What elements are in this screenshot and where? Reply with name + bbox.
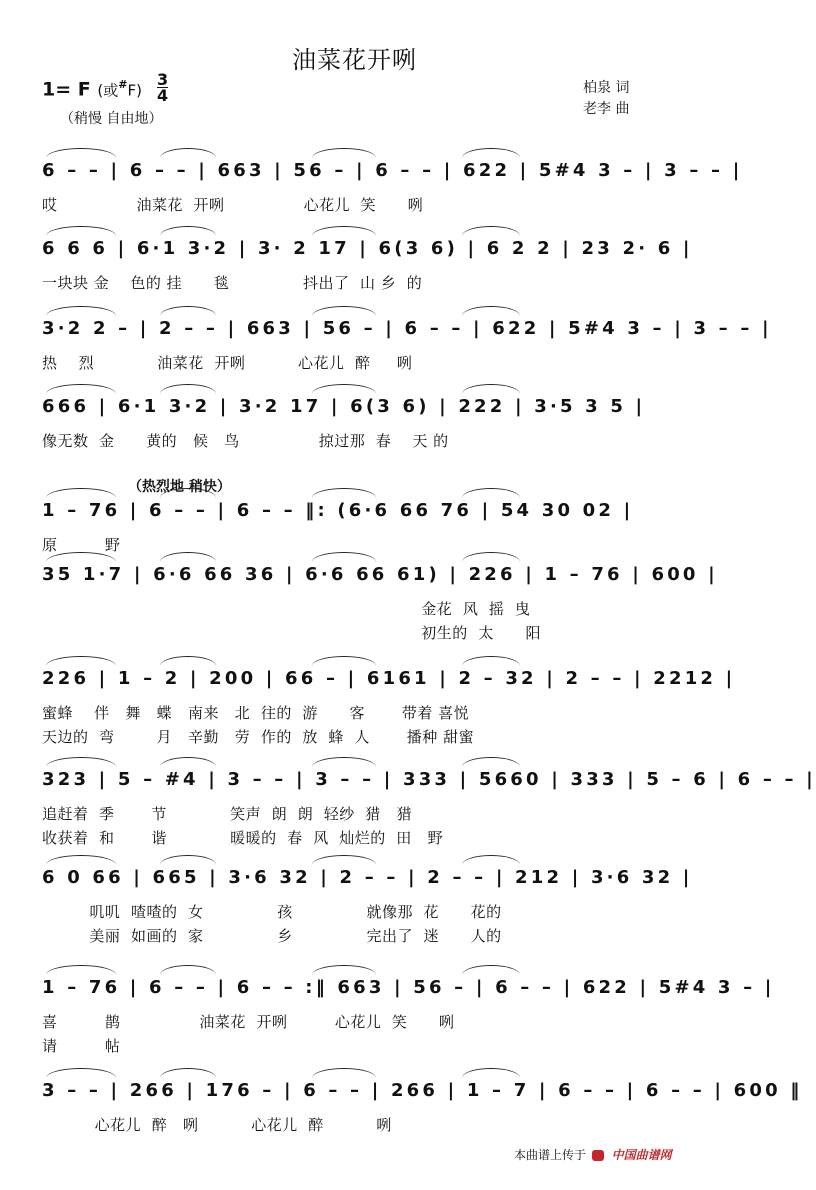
slur-arc xyxy=(312,148,376,158)
key-alt-note: F) xyxy=(127,81,142,100)
key-alt: (或 xyxy=(97,81,119,100)
slur-arc xyxy=(46,148,116,158)
lyric-line: 像无数 金 黄的 候 鸟 掠过那 春 天 的 xyxy=(42,432,449,450)
note-line: 6 6 6 | 6·1 3·2 | 3· 2 17 | 6(3 6) | 6 2 2 | 23 2· 6 | xyxy=(42,238,693,259)
footer-text: 本曲谱上传于 xyxy=(514,1148,587,1162)
lyric-line: 初生的 太 阳 xyxy=(42,624,541,642)
lyric-line: 叽叽 喳喳的 女 孩 就像那 花 花的 xyxy=(42,903,502,921)
lyric-line: 请 帖 xyxy=(42,1037,121,1055)
meter-top: 3 xyxy=(157,70,169,89)
note-line: 6 0 66 | 665 | 3·6 32 | 2 – – | 2 – – | 212 | 3·6 32 | xyxy=(42,867,693,888)
score-line xyxy=(0,867,709,977)
lyric-line: 心花儿 醉 咧 心花儿 醉 咧 xyxy=(42,1116,392,1134)
key-main: 1= F xyxy=(42,78,91,101)
lyric-line: 蜜蜂 伴 舞 蝶 南来 北 往的 游 客 带着 喜悦 xyxy=(42,704,470,722)
note-line: 1 – 76 | 6 – – | 6 – – :‖ 663 | 56 – | 6 – – | 622 | 5#4 3 – | xyxy=(42,977,775,998)
lyric-line: 天边的 弯 月 辛勤 劳 作的 放 蜂 人 播种 甜蜜 xyxy=(42,728,475,746)
time-signature xyxy=(157,72,168,103)
lyric-line: 追赶着 季 节 笑声 朗 朗 轻纱 猎 猎 xyxy=(42,805,413,823)
key-signature xyxy=(42,78,142,100)
lyric-line: 喜 鹊 油菜花 开咧 心花儿 笑 咧 xyxy=(42,1013,455,1031)
lyric-line: 原 野 xyxy=(42,536,121,554)
note-line: 323 | 5 – #4 | 3 – – | 3 – – | 333 | 5660 | 333 | 5 – 6 | 6 – – | xyxy=(42,769,816,790)
slur-arc xyxy=(462,148,520,158)
note-line: 226 | 1 – 2 | 200 | 66 – | 6161 | 2 – 32 | 2 – – | 2212 | xyxy=(42,668,736,689)
tempo-marking: （稍慢 自由地） xyxy=(60,111,163,127)
composer-credit: 老李 曲 xyxy=(583,101,630,117)
lyricist-credit: 柏泉 词 xyxy=(583,80,630,96)
meter-bottom: 4 xyxy=(157,86,169,105)
note-line: 1 – 76 | 6 – – | 6 – – ‖: (6·6 66 76 | 54 30 02 | xyxy=(42,500,634,521)
footer xyxy=(514,1146,672,1163)
lyric-line: 哎 油菜花 开咧 心花儿 笑 咧 xyxy=(42,196,424,214)
key-sharp-symbol: # xyxy=(118,78,128,91)
note-line: 666 | 6·1 3·2 | 3·2 17 | 6(3 6) | 222 | 3·5 3 5 | xyxy=(42,396,646,417)
song-title: 油菜花开咧 xyxy=(292,46,417,74)
tempo-change-marking: （热烈地 稍快） xyxy=(128,479,231,495)
credits xyxy=(583,78,629,120)
brand-name: 中国曲谱网 xyxy=(611,1148,672,1162)
lyric-line: 金花 风 摇 曳 xyxy=(42,600,531,618)
slur-arc xyxy=(160,148,216,158)
lyric-line: 收获着 和 谐 暖暖的 春 风 灿烂的 田 野 xyxy=(42,829,444,847)
score-line xyxy=(0,1080,803,1190)
lyric-line: 热 烈 油菜花 开咧 心花儿 醉 咧 xyxy=(42,354,413,372)
note-line: 3·2 2 – | 2 – – | 663 | 56 – | 6 – – | 622 | 5#4 3 – | 3 – – | xyxy=(42,318,772,339)
lyric-line: 一块块 金 色的 挂 毯 抖出了 山 乡 的 xyxy=(42,274,423,292)
lyric-line: 美丽 如画的 家 乡 完出了 迷 人的 xyxy=(42,927,502,945)
note-line: 3 – – | 266 | 176 – | 6 – – | 266 | 1 – 7 | 6 – – | 6 – – | 600 ‖ xyxy=(42,1080,803,1101)
brand-logo-icon xyxy=(592,1150,604,1161)
note-line: 6 – – | 6 – – | 663 | 56 – | 6 – – | 622 | 5#4 3 – | 3 – – | xyxy=(42,160,743,181)
note-line: 35 1·7 | 6·6 66 36 | 6·6 66 61) | 226 | 1 – 76 | 600 | xyxy=(42,564,718,585)
